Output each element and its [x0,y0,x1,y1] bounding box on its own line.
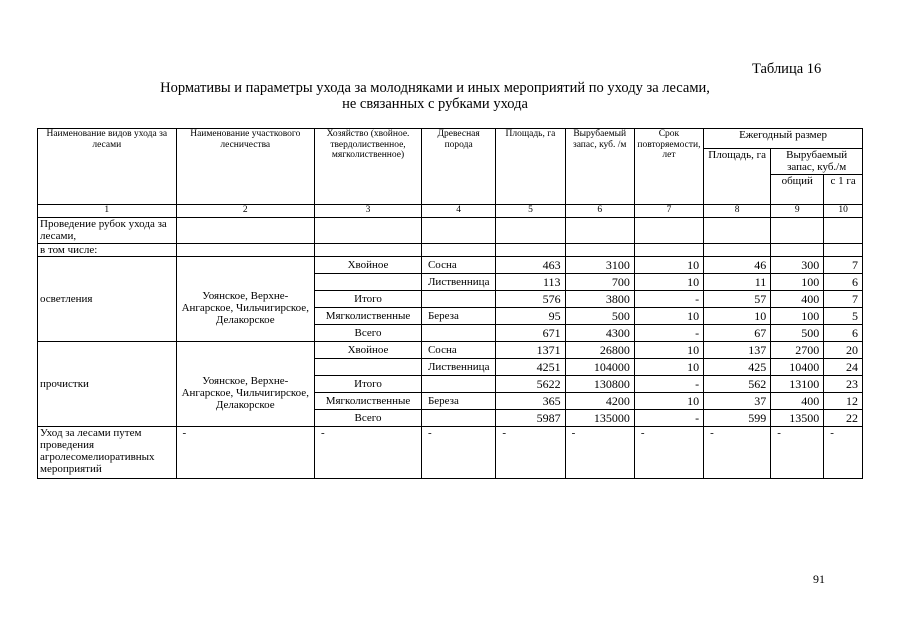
farm-cell: Мягколиственные [315,393,422,410]
per-ha-cell: 6 [824,274,863,291]
per-ha-cell: 20 [824,342,863,359]
species-cell: Береза [421,308,495,325]
col-number: 1 [38,205,177,218]
period-cell: 10 [634,393,703,410]
volume-cell: 500 [565,308,634,325]
dash-cell: - [421,427,495,479]
area-cell: 95 [496,308,565,325]
forestry-cell: Уоянское, Верхне-Ангарское, Чильчигирское, Делакорское [176,257,315,342]
farm-cell: Итого [315,376,422,393]
period-cell: 10 [634,359,703,376]
volume-cell: 104000 [565,359,634,376]
area-cell: 1371 [496,342,565,359]
period-cell: 10 [634,274,703,291]
col-number: 2 [176,205,315,218]
a-vol-cell: 100 [771,274,824,291]
a-vol-cell: 400 [771,393,824,410]
period-cell: - [634,325,703,342]
farm-cell [315,359,422,376]
a-vol-cell: 2700 [771,342,824,359]
per-ha-cell: 23 [824,376,863,393]
area-cell: 5987 [496,410,565,427]
a-area-cell: 137 [704,342,771,359]
col-number: 3 [315,205,422,218]
species-cell: Лиственница [421,274,495,291]
area-cell: 463 [496,257,565,274]
volume-cell: 4300 [565,325,634,342]
header-annual: Ежегодный размер [704,129,863,149]
header-volume: Вырубаемый запас, куб. /м [565,129,634,205]
title-line-2: не связанных с рубками ухода [342,96,528,112]
area-cell: 113 [496,274,565,291]
care-kind-cell: осветления [38,257,177,342]
volume-cell: 700 [565,274,634,291]
dash-cell: - [771,427,824,479]
per-ha-cell: 5 [824,308,863,325]
farm-cell: Итого [315,291,422,308]
farm-cell: Хвойное [315,257,422,274]
species-cell: Сосна [421,342,495,359]
per-ha-cell: 7 [824,257,863,274]
area-cell: 4251 [496,359,565,376]
a-area-cell: 11 [704,274,771,291]
dash-cell: - [565,427,634,479]
header-species: Древесная порода [421,129,495,205]
dash-cell: - [824,427,863,479]
dash-cell: - [704,427,771,479]
period-cell: 10 [634,308,703,325]
table-row [38,427,863,479]
per-ha-cell: 22 [824,410,863,427]
a-vol-cell: 500 [771,325,824,342]
header-annual-volume: Вырубаемый запас, куб./м [771,149,863,175]
volume-cell: 26800 [565,342,634,359]
header-kind: Наименование видов ухода за лесами [38,129,177,205]
forestry-cell: Уоянское, Верхне-Ангарское, Чильчигирское, Делакорское [176,342,315,427]
per-ha-cell: 7 [824,291,863,308]
dash-cell: - [315,427,422,479]
col-number: 7 [634,205,703,218]
dash-cell: - [176,427,315,479]
col-number: 8 [704,205,771,218]
farm-cell: Хвойное [315,342,422,359]
period-cell: - [634,376,703,393]
period-cell: 10 [634,342,703,359]
col-number: 4 [421,205,495,218]
farm-cell [315,274,422,291]
farm-cell: Мягколиственные [315,308,422,325]
a-vol-cell: 13500 [771,410,824,427]
dash-cell: - [634,427,703,479]
intro-label: Проведение рубок ухода за лесами, [38,218,177,244]
page-number: 91 [813,572,825,586]
header-area: Площадь, га [496,129,565,205]
page-title [100,80,770,112]
intro-label: в том числе: [38,244,177,257]
volume-cell: 130800 [565,376,634,393]
farm-cell: Всего [315,410,422,427]
species-cell: Береза [421,393,495,410]
period-cell: - [634,410,703,427]
header-per-ha: с 1 га [824,175,863,205]
header-period: Срок повторяемости, лет [634,129,703,205]
a-area-cell: 599 [704,410,771,427]
table-row [38,257,863,274]
volume-cell: 3100 [565,257,634,274]
volume-cell: 135000 [565,410,634,427]
header-farm: Хозяйство (хвойное. твердолиственное, мягколиственное) [315,129,422,205]
area-cell: 365 [496,393,565,410]
a-vol-cell: 100 [771,308,824,325]
table-label: Таблица 16 [752,61,822,77]
col-number: 10 [824,205,863,218]
care-kind-cell: прочистки [38,342,177,427]
species-cell [421,410,495,427]
table-row [38,342,863,359]
intro-row [38,244,863,257]
a-area-cell: 425 [704,359,771,376]
species-cell [421,291,495,308]
per-ha-cell: 12 [824,393,863,410]
a-area-cell: 67 [704,325,771,342]
a-area-cell: 57 [704,291,771,308]
a-area-cell: 562 [704,376,771,393]
a-area-cell: 46 [704,257,771,274]
header-total: общий [771,175,824,205]
dash-cell: - [496,427,565,479]
a-vol-cell: 400 [771,291,824,308]
col-number: 5 [496,205,565,218]
a-area-cell: 10 [704,308,771,325]
period-cell: 10 [634,257,703,274]
column-numbers-row [38,205,863,218]
a-area-cell: 37 [704,393,771,410]
a-vol-cell: 10400 [771,359,824,376]
per-ha-cell: 6 [824,325,863,342]
species-cell [421,376,495,393]
intro-row [38,218,863,244]
norms-table [37,128,863,479]
period-cell: - [634,291,703,308]
title-line-1: Нормативы и параметры ухода за молодняками и иных мероприятий по уходу за лесами, [160,80,710,96]
header-forestry: Наименование участкового лесничества [176,129,315,205]
per-ha-cell: 24 [824,359,863,376]
volume-cell: 4200 [565,393,634,410]
col-number: 9 [771,205,824,218]
species-cell: Сосна [421,257,495,274]
species-cell [421,325,495,342]
area-cell: 5622 [496,376,565,393]
area-cell: 576 [496,291,565,308]
a-vol-cell: 300 [771,257,824,274]
volume-cell: 3800 [565,291,634,308]
header-annual-area: Площадь, га [704,149,771,205]
care-kind-cell: Уход за лесами путем проведения агролесомелиоративных мероприятий [38,427,177,479]
species-cell: Лиственница [421,359,495,376]
area-cell: 671 [496,325,565,342]
farm-cell: Всего [315,325,422,342]
a-vol-cell: 13100 [771,376,824,393]
col-number: 6 [565,205,634,218]
